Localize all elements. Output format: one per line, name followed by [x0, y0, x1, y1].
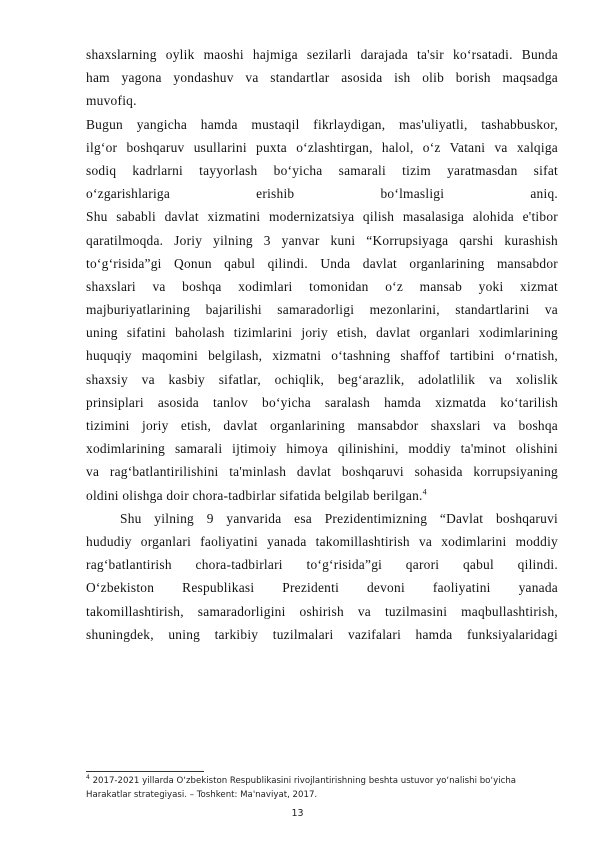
- text-line-16: prinsiplari asosida tanlov bo‘yicha saralash hamda xizmatda ko‘tarilish: [86, 394, 558, 410]
- footnote-line-2: Harakatlar strategiyasi. – Toshkent: Ma'naviyat, 2017.: [86, 789, 318, 800]
- text-line-14: huquqiy maqomini belgilash, xizmatni o‘tashning shaffof tartibini o‘rnatish,: [86, 348, 558, 364]
- text-line-6: sodiq kadrlarni tayyorlash bo‘yicha samarali tizim yaratmasdan sifat: [86, 162, 558, 178]
- text-line-12: majburiyatlarining bajarilishi samaradorligi mezonlarini, standartlarini va: [86, 302, 558, 318]
- text-line-1: shaxslarning oylik maoshi hajmiga sezilarli darajada ta'sir ko‘rsatadi. Bunda: [86, 47, 558, 62]
- text-line-15: shaxsiy va kasbiy sifatlar, ochiqlik, beg‘arazlik, adolatlilik va xolislik: [86, 371, 558, 387]
- text-line-8: Shu sababli davlat xizmatini modernizatsiya qilish masalasiga alohida e'tibor: [86, 209, 558, 225]
- footnote-reference: 4: [422, 487, 427, 497]
- text-line-24: O‘zbekiston Respublikasi Prezidenti devoni faoliyatini yanada: [86, 580, 558, 596]
- text-line-23: rag‘batlantirish chora-tadbirlari to‘g‘risida”gi qarori qabul qilindi.: [86, 557, 558, 573]
- text-line-25: takomillashtirish, samaradorligini oshirish va tuzilmasini maqbullashtirish,: [86, 603, 558, 619]
- text-line-17: tizimini joriy etish, davlat organlarining mansabdor shaxslari va boshqa: [86, 418, 558, 433]
- body-text: [86, 43, 558, 646]
- text-line-7: o‘zgarishlariga erishib bo‘lmasligi aniq.: [86, 186, 558, 202]
- text-line-21: Shu yilning 9 yanvarida esa Prezidentimizning “Davlat boshqaruvi: [120, 510, 558, 526]
- footnote-line-1: [86, 775, 558, 789]
- footnote-text-1: 2017-2021 yillarda O‘zbekiston Respublikasini rivojlantirishning beshta ustuvor yo‘nalishi bo‘yicha: [92, 776, 517, 786]
- text-line-9: qaratilmoqda. Joriy yilning 3 yanvar kuni “Korrupsiyaga qarshi kurashish: [86, 232, 558, 248]
- footnote-separator: [86, 771, 204, 772]
- text-line-2: ham yagona yondashuv va standartlar asosida ish olib borish maqsadga: [86, 70, 558, 86]
- text-line-13: uning sifatini baholash tizimlarini joriy etish, davlat organlari xodimlarining: [86, 325, 558, 341]
- text-line-26: shuningdek, uning tarkibiy tuzilmalari vazifalari hamda funksiyalaridagi: [86, 626, 558, 642]
- text-line-18: xodimlarining samarali ijtimoiy himoya qilinishini, moddiy ta'minot olishini: [86, 441, 558, 457]
- text-line-20-content: oldini olishga doir chora-tadbirlar sifatida belgilab berilgan.: [86, 487, 423, 503]
- text-line-19: va rag‘batlantirilishini ta'minlash davlat boshqaruvi sohasida korrupsiyaning: [86, 464, 558, 480]
- text-line-3: muvofiq.: [86, 93, 137, 109]
- text-line-22: hududiy organlari faoliyatini yanada takomillashtirish va xodimlarini moddiy: [86, 533, 558, 549]
- text-line-4: Bugun yangicha hamda mustaqil fikrlaydigan, mas'uliyatli, tashabbuskor,: [86, 116, 558, 132]
- text-line-10: to‘g‘risida”gi Qonun qabul qilindi. Unda davlat organlarining mansabdor: [86, 255, 558, 271]
- text-line-5: ilg‘or boshqaruv usullarini puxta o‘zlashtirgan, halol, o‘z Vatani va xalqiga: [86, 139, 558, 155]
- footnote: [86, 775, 558, 802]
- text-line-11: shaxslari va boshqa xodimlari tomonidan o‘z mansab yoki xizmat: [86, 278, 558, 294]
- text-line-20: [86, 484, 558, 507]
- page-number: 13: [291, 808, 304, 819]
- footnote-number: 4: [86, 774, 90, 782]
